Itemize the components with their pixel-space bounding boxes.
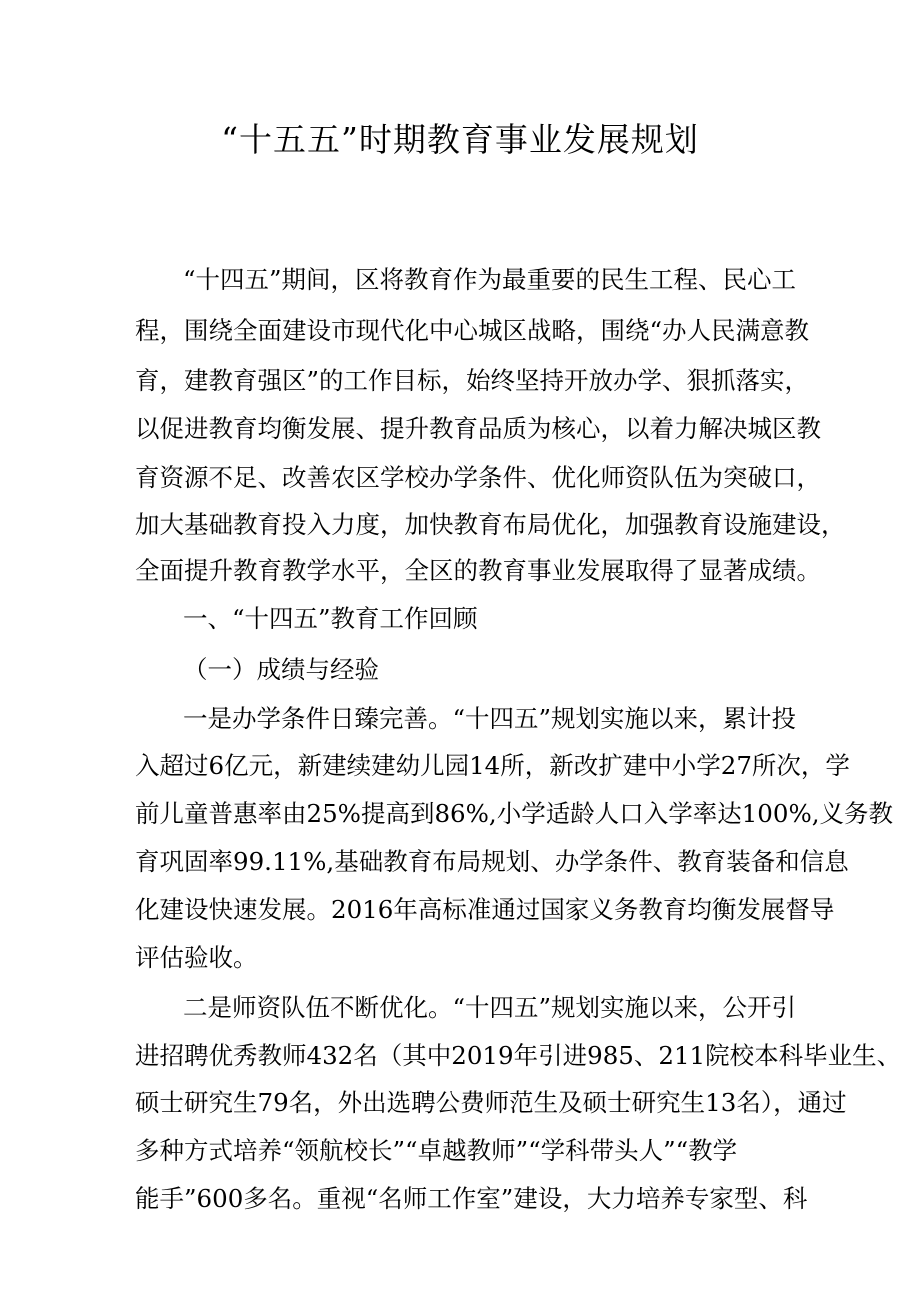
paragraph-2-line-2: 进招聘优秀教师432名（其中2019年引进985、211院校本科毕业生、	[135, 1041, 902, 1070]
intro-line-1: “十四五”期间，区将教育作为最重要的民生工程、民心工	[183, 265, 797, 294]
subsection-heading: （一）成绩与经验	[183, 655, 379, 684]
document-title: “十五五”时期教育事业发展规划	[221, 120, 699, 159]
intro-line-3: 育，建教育强区”的工作目标，始终坚持开放办学、狠抓落实，	[135, 366, 810, 395]
paragraph-1-line-3: 前儿童普惠率由25%提高到86%,小学适龄人口入学率达100%,义务教	[135, 799, 894, 828]
paragraph-2-line-1: 二是师资队伍不断优化。“十四五”规划实施以来，公开引	[183, 993, 797, 1022]
intro-line-4: 以促进教育均衡发展、提升教育品质为核心，以着力解决城区教	[135, 414, 821, 443]
paragraph-1-line-5: 化建设快速发展。2016年高标准通过国家义务教育均衡发展督导	[135, 895, 835, 924]
section-heading: 一、“十四五”教育工作回顾	[183, 604, 478, 633]
paragraph-1-line-4: 育巩固率99.11%,基础教育布局规划、办学条件、教育装备和信息	[135, 847, 849, 876]
paragraph-1-line-6: 评估验收。	[135, 943, 258, 972]
paragraph-1-line-2: 入超过6亿元，新建续建幼儿园14所，新改扩建中小学27所次，学	[135, 751, 850, 780]
paragraph-1-line-1: 一是办学条件日臻完善。“十四五”规划实施以来，累计投	[183, 704, 797, 733]
intro-line-5: 育资源不足、改善农区学校办学条件、优化师资队伍为突破口，	[135, 463, 821, 492]
paragraph-2-line-4: 多种方式培养“领航校长”“卓越教师”“学科带头人”“教学	[135, 1136, 738, 1165]
intro-line-7: 全面提升教育教学水平，全区的教育事业发展取得了显著成绩。	[135, 556, 821, 585]
paragraph-2-line-5: 能手”600多名。重视“名师工作室”建设，大力培养专家型、科	[135, 1184, 808, 1213]
paragraph-2-line-3: 硕士研究生79名，外出选聘公费师范生及硕士研究生13名），通过	[135, 1088, 847, 1117]
intro-line-6: 加大基础教育投入力度，加快教育布局优化，加强教育设施建设，	[135, 510, 846, 539]
intro-line-2: 程，围绕全面建设市现代化中心城区战略，围绕“办人民满意教	[135, 316, 810, 345]
